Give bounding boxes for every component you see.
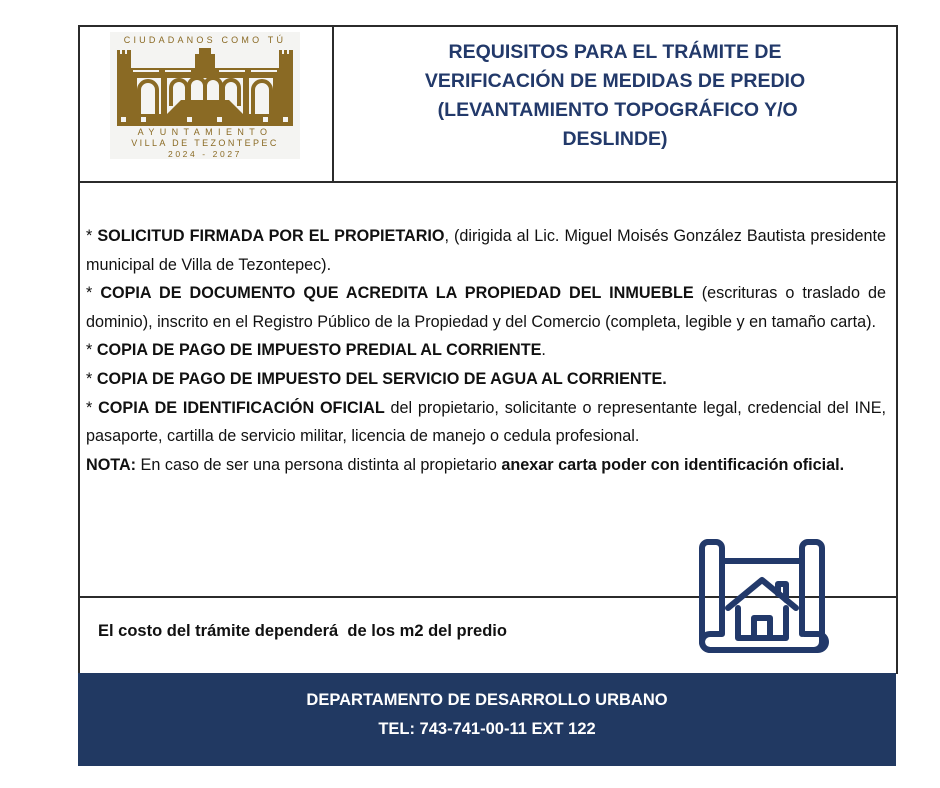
requirement-item — [86, 279, 886, 336]
logo-period: 2024 - 2027 — [168, 149, 242, 159]
requirement-detail: (escrituras o traslado de dominio), inscrito en el Registro Público de la Propiedad y del Comercio (completa, legible y en tamaño carta). — [86, 284, 886, 331]
title-line: VERIFICACIÓN DE MEDIDAS DE PREDIO — [424, 70, 806, 92]
bullet: * — [86, 398, 99, 417]
logo-slogan: CIUDADANOS COMO TÚ — [123, 35, 287, 45]
note — [86, 451, 886, 480]
logo-ayuntamiento: AYUNTAMIENTO — [137, 127, 273, 137]
page-title — [336, 38, 894, 154]
header-bottom-divider — [78, 181, 896, 183]
requirement-item — [86, 394, 886, 451]
municipal-logo — [110, 32, 300, 159]
note-text: En caso de ser una persona distinta al propietario — [136, 455, 502, 474]
palace-building-icon — [117, 48, 293, 126]
requirement-title: SOLICITUD FIRMADA POR EL PROPIETARIO — [97, 227, 445, 245]
requirement-detail: del propietario, solicitante o representante legal, credencial del INE, pasaporte, cartilla de servicio militar, licencia de manejo o cedula profesional. — [86, 398, 886, 446]
title-line: REQUISITOS PARA EL TRÁMITE DE — [448, 41, 782, 63]
title-line: DESLINDE) — [562, 128, 668, 150]
blueprint-house-icon — [688, 538, 836, 656]
note-label: NOTA: — [86, 455, 137, 474]
department-name: DEPARTAMENTO DE DESARROLLO URBANO — [306, 691, 668, 709]
phone-number: TEL: 743-741-00-11 EXT 122 — [378, 720, 596, 738]
requirement-title: COPIA DE DOCUMENTO QUE ACREDITA LA PROPIEDAD DEL INMUEBLE — [100, 284, 694, 303]
requirement-title: COPIA DE PAGO DE IMPUESTO DEL SERVICIO DE AGUA AL CORRIENTE. — [96, 369, 667, 388]
title-line: (LEVANTAMIENTO TOPOGRÁFICO Y/O — [432, 99, 798, 121]
bullet: * — [86, 227, 98, 245]
requirement-detail: , (dirigida al Lic. Miguel Moisés González Bautista presidente municipal de Villa de Tezontepec). — [86, 227, 886, 274]
requirements-sheet — [78, 25, 896, 766]
footer-contact — [78, 673, 896, 766]
note-emphasis: anexar carta poder con identificación oficial. — [501, 455, 845, 474]
header — [78, 25, 896, 183]
requirement-item — [86, 365, 886, 394]
cost-note: El costo del trámite dependerá de los m2 del predio — [98, 622, 507, 640]
requirement-item — [86, 336, 886, 365]
logo-municipality: VILLA DE TEZONTEPEC — [131, 138, 279, 148]
bullet: * — [86, 341, 97, 360]
bullet: * — [86, 369, 97, 388]
logo-cell — [78, 25, 333, 182]
requirement-title: COPIA DE IDENTIFICACIÓN OFICIAL — [98, 398, 385, 417]
requirements-list — [86, 222, 886, 479]
requirement-title: COPIA DE PAGO DE IMPUESTO PREDIAL AL CORRIENTE — [96, 341, 542, 360]
header-divider — [332, 25, 334, 183]
requirement-detail: . — [541, 341, 546, 360]
bullet: * — [86, 284, 101, 303]
requirement-item — [86, 222, 886, 279]
